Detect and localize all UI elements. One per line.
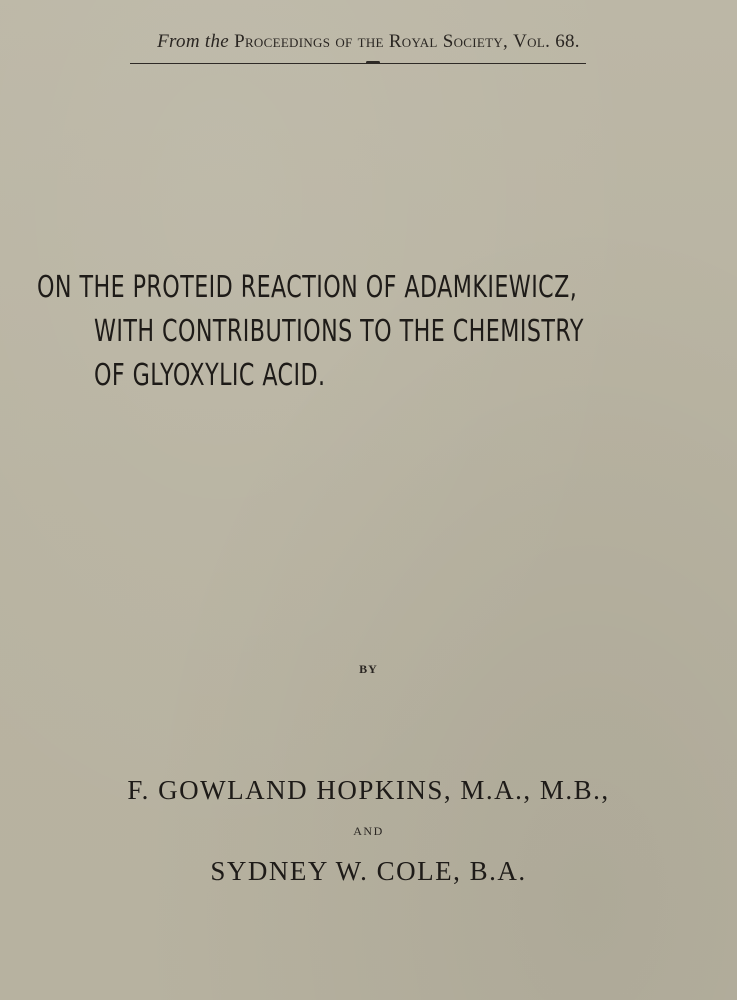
title-line-1: ON THE PROTEID REACTION OF ADAMKIEWICZ, [37,270,578,305]
title-line-3: OF GLYOXYLIC ACID. [93,358,326,393]
author-conjunction: AND [353,824,384,838]
title-line-2: WITH CONTRIBUTIONS TO THE CHEMISTRY [93,314,584,349]
author-second: SYDNEY W. COLE, B.A. [210,856,527,886]
head-rule [130,63,586,64]
by-label: BY [359,662,378,676]
running-head-publication: Proceedings of the Royal Society, [234,31,509,52]
running-head-prefix: From the [157,31,230,52]
author-first: F. GOWLAND HOPKINS, M.A., M.B., [127,775,610,805]
running-head [0,31,737,53]
running-head-volume: Vol. 68. [513,31,580,52]
head-rule-ornament [366,61,380,64]
